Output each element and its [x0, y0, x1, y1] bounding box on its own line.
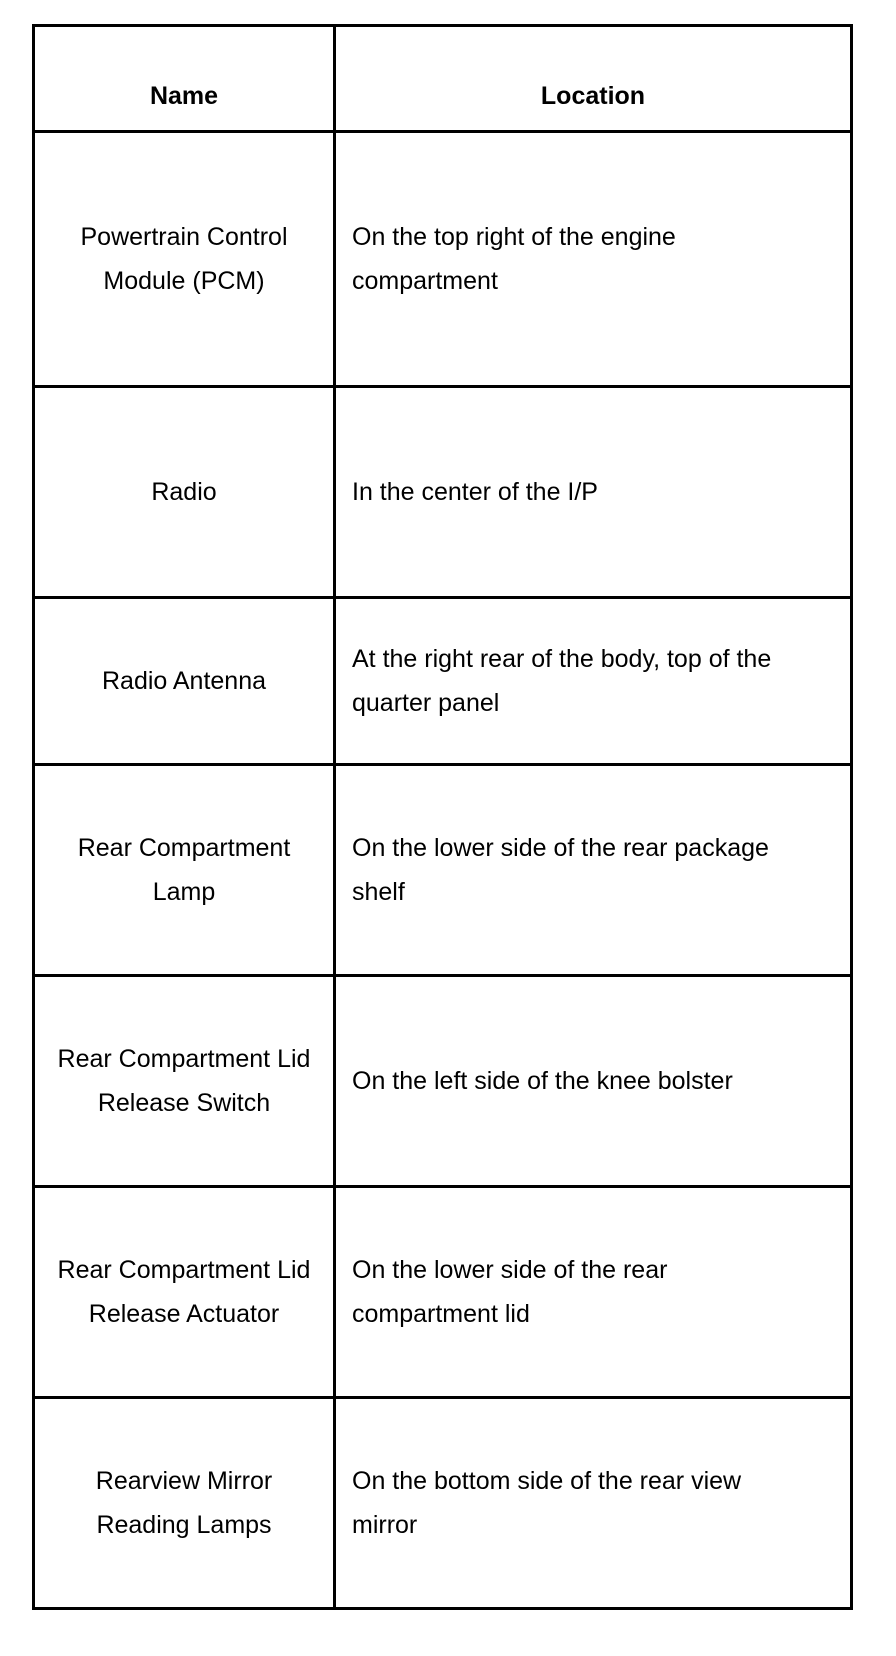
- location-cell: [335, 387, 852, 598]
- name-text: Powertrain Control Module (PCM): [80, 223, 288, 295]
- component-location-table: [32, 24, 853, 1610]
- name-text: Radio: [151, 478, 217, 506]
- component-location-table-container: [32, 24, 850, 1610]
- location-cell: [335, 976, 852, 1187]
- table-row: [34, 387, 852, 598]
- location-text: On the left side of the knee bolster: [352, 1067, 733, 1095]
- location-text: On the top right of the engine compartment: [352, 223, 676, 295]
- location-text: On the bottom side of the rear view mirror: [352, 1467, 742, 1539]
- name-cell: [34, 765, 335, 976]
- table-row: [34, 976, 852, 1187]
- table-row: [34, 598, 852, 765]
- name-text: Rearview Mirror Reading Lamps: [95, 1467, 273, 1539]
- name-cell: [34, 132, 335, 387]
- location-cell: [335, 598, 852, 765]
- table-row: [34, 132, 852, 387]
- name-cell: [34, 976, 335, 1187]
- location-text: In the center of the I/P: [352, 478, 598, 506]
- name-text: Rear Compartment Lid Release Actuator: [57, 1256, 311, 1328]
- location-cell: [335, 765, 852, 976]
- name-text: Rear Compartment Lamp: [77, 834, 291, 906]
- name-cell: [34, 387, 335, 598]
- location-cell: [335, 1398, 852, 1609]
- name-cell: [34, 598, 335, 765]
- header-row: [34, 26, 852, 132]
- location-cell: [335, 132, 852, 387]
- location-cell: [335, 1187, 852, 1398]
- header-location: Location: [335, 26, 852, 132]
- location-text: At the right rear of the body, top of the quarter panel: [352, 645, 772, 717]
- name-cell: [34, 1398, 335, 1609]
- name-text: Rear Compartment Lid Release Switch: [57, 1045, 311, 1117]
- name-cell: [34, 1187, 335, 1398]
- header-name: Name: [34, 26, 335, 132]
- table-row: [34, 765, 852, 976]
- location-text: On the lower side of the rear package shelf: [352, 834, 769, 906]
- name-text: Radio Antenna: [101, 667, 267, 695]
- table-row: [34, 1398, 852, 1609]
- table-row: [34, 1187, 852, 1398]
- location-text: On the lower side of the rear compartment lid: [352, 1256, 668, 1328]
